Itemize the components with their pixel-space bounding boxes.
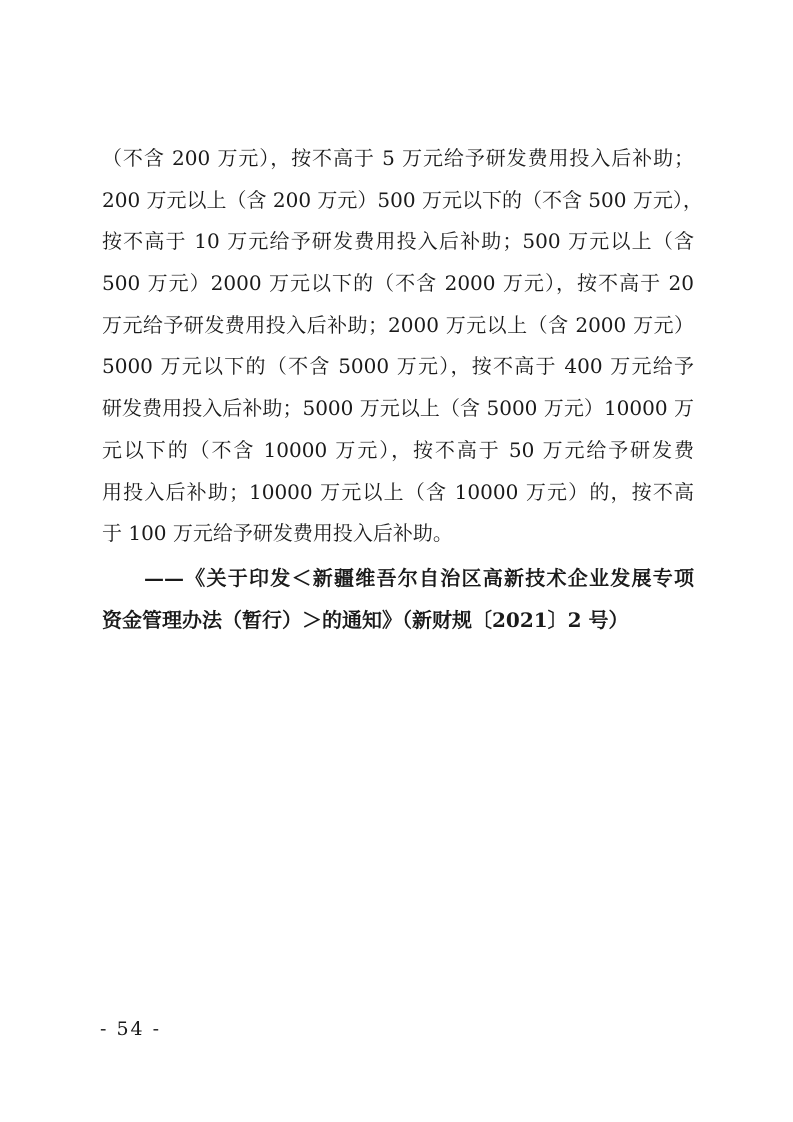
citation-line-2: 资金管理办法（暂行）＞的通知》（新财规〔2021〕2 号） bbox=[102, 608, 629, 632]
body-line-3: 按不高于 10 万元给予研发费用投入后补助；500 万元以上（含 bbox=[102, 229, 694, 254]
body-line-8: 元以下的（不含 10000 万元），按不高于 50 万元给予研发费 bbox=[102, 437, 694, 462]
body-line-4: 500 万元）2000 万元以下的（不含 2000 万元），按不高于 20 bbox=[102, 271, 694, 296]
body-line-7: 研发费用投入后补助；5000 万元以上（含 5000 万元）10000 万 bbox=[102, 396, 694, 421]
body-line-10: 于 100 万元给予研发费用投入后补助。 bbox=[102, 521, 453, 546]
citation-line-1: ——《关于印发＜新疆维吾尔自治区高新技术企业发展专项 bbox=[144, 566, 694, 590]
body-line-6: 5000 万元以下的（不含 5000 万元），按不高于 400 万元给予 bbox=[102, 354, 694, 379]
body-paragraph bbox=[102, 138, 703, 555]
citation-source bbox=[102, 557, 694, 641]
body-line-2: 200 万元以上（含 200 万元）500 万元以下的（不含 500 万元）， bbox=[102, 187, 703, 212]
body-line-1: （不含 200 万元），按不高于 5 万元给予研发费用投入后补助； bbox=[102, 146, 694, 170]
body-line-9: 用投入后补助；10000 万元以上（含 10000 万元）的，按不高 bbox=[102, 479, 694, 504]
page-number: - 54 - bbox=[100, 1018, 162, 1040]
body-line-5: 万元给予研发费用投入后补助；2000 万元以上（含 2000 万元） bbox=[102, 312, 694, 337]
